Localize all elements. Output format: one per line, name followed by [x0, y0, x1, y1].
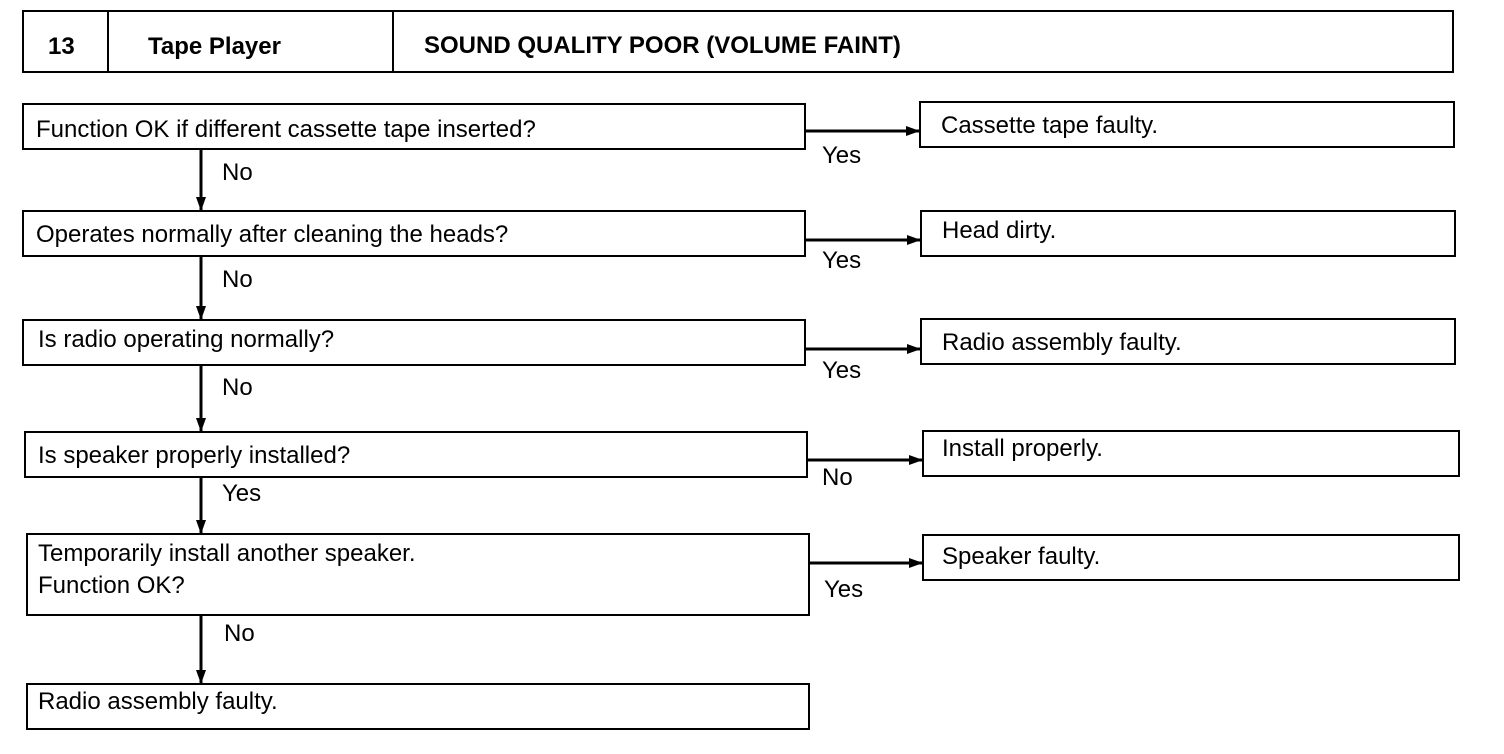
question-text-2: Operates normally after cleaning the heads?	[36, 221, 509, 248]
result-text-5: Speaker faulty.	[942, 543, 1101, 570]
down-label-1: No	[222, 159, 253, 186]
down-label-3: No	[222, 374, 253, 401]
question-text-5-line-1: Temporarily install another speaker.	[38, 540, 416, 567]
final-result-text: Radio assembly faulty.	[38, 688, 278, 715]
header-symptom: SOUND QUALITY POOR (VOLUME FAINT)	[424, 32, 901, 59]
result-text-2: Head dirty.	[942, 217, 1057, 244]
question-text-4: Is speaker properly installed?	[38, 442, 351, 469]
down-label-4: Yes	[222, 480, 262, 507]
branch-label-3: Yes	[822, 357, 862, 384]
question-text-5-line-2: Function OK?	[38, 572, 185, 599]
question-text-1: Function OK if different cassette tape inserted?	[36, 116, 536, 143]
result-text-4: Install properly.	[942, 435, 1103, 462]
down-label-5: No	[224, 620, 255, 647]
branch-label-5: Yes	[824, 576, 864, 603]
header-number: 13	[48, 33, 75, 60]
header-system: Tape Player	[148, 33, 281, 60]
branch-label-1: Yes	[822, 142, 862, 169]
down-label-2: No	[222, 266, 253, 293]
branch-label-2: Yes	[822, 247, 862, 274]
result-text-3: Radio assembly faulty.	[942, 329, 1182, 356]
result-text-1: Cassette tape faulty.	[941, 112, 1159, 139]
branch-label-4: No	[822, 464, 853, 491]
question-text-3: Is radio operating normally?	[38, 326, 335, 353]
